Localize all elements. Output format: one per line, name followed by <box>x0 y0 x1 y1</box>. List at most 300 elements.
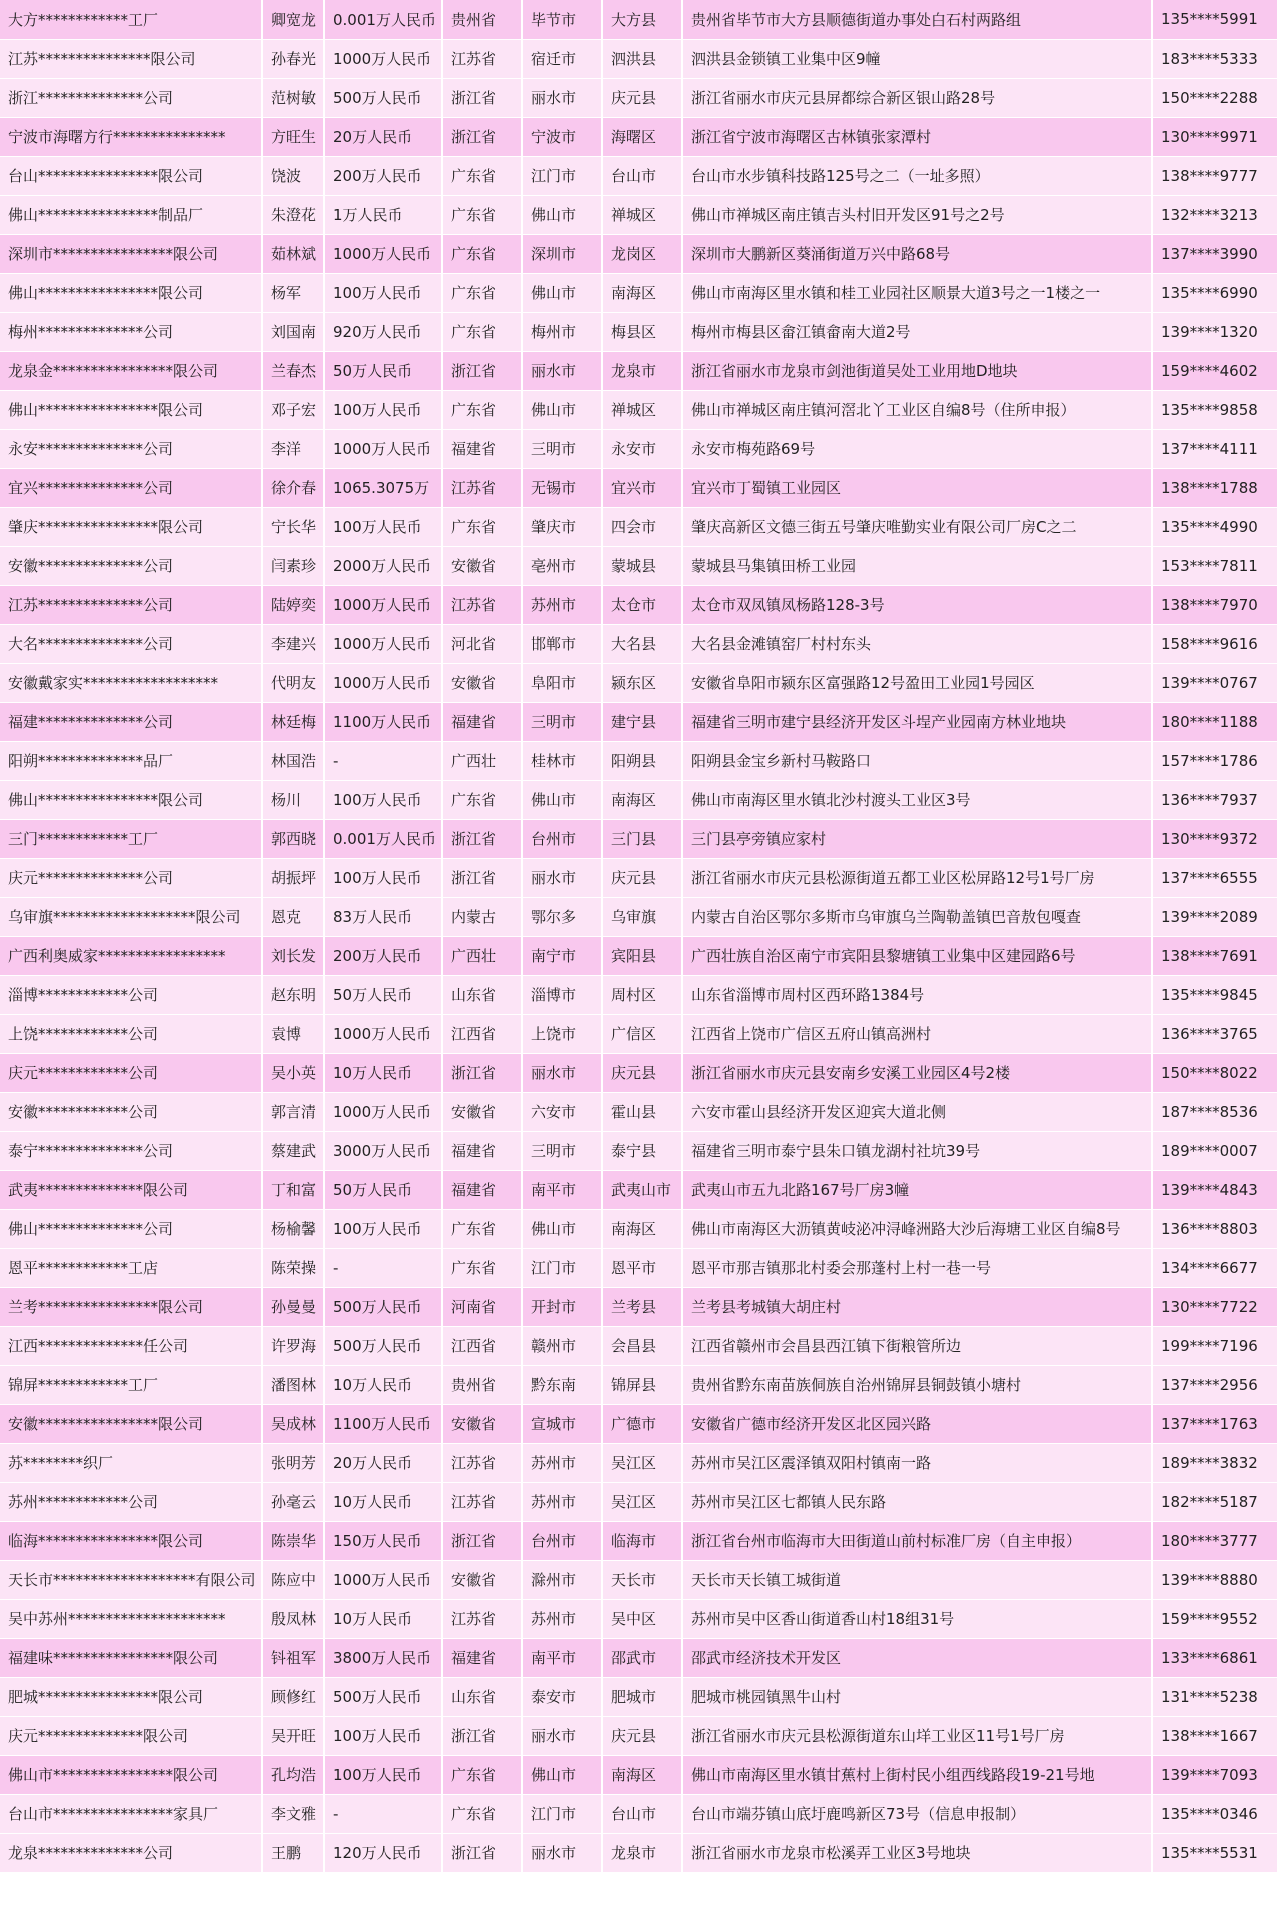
city-cell: 阜阳市 <box>522 663 602 702</box>
registered-capital-cell: 200万人民币 <box>324 156 442 195</box>
company-name-cell: 佛山****************限公司 <box>0 390 262 429</box>
table-row <box>0 1014 1278 1053</box>
address-cell: 宜兴市丁蜀镇工业园区 <box>682 468 1152 507</box>
province-cell: 广东省 <box>442 312 522 351</box>
legal-person-cell: 代明友 <box>262 663 324 702</box>
company-name-cell: 三门************工厂 <box>0 819 262 858</box>
city-cell: 丽水市 <box>522 1053 602 1092</box>
province-cell: 福建省 <box>442 702 522 741</box>
province-cell: 广东省 <box>442 1209 522 1248</box>
phone-cell: 138****9777 <box>1152 156 1278 195</box>
province-cell: 江苏省 <box>442 468 522 507</box>
registered-capital-cell: 100万人民币 <box>324 858 442 897</box>
legal-person-cell: 殷凤林 <box>262 1599 324 1638</box>
address-cell: 佛山市南海区里水镇北沙村渡头工业区3号 <box>682 780 1152 819</box>
phone-cell: 150****2288 <box>1152 78 1278 117</box>
city-cell: 苏州市 <box>522 1599 602 1638</box>
address-cell: 贵州省毕节市大方县顺德街道办事处白石村两路组 <box>682 0 1152 39</box>
address-cell: 邵武市经济技术开发区 <box>682 1638 1152 1677</box>
county-cell: 颍东区 <box>602 663 682 702</box>
county-cell: 四会市 <box>602 507 682 546</box>
phone-cell: 130****9372 <box>1152 819 1278 858</box>
company-name-cell: 佛山****************制品厂 <box>0 195 262 234</box>
city-cell: 丽水市 <box>522 1716 602 1755</box>
address-cell: 永安市梅苑路69号 <box>682 429 1152 468</box>
address-cell: 肇庆高新区文德三街五号肇庆唯勤实业有限公司厂房C之二 <box>682 507 1152 546</box>
company-name-cell: 永安**************公司 <box>0 429 262 468</box>
company-name-cell: 阳朔**************品厂 <box>0 741 262 780</box>
company-name-cell: 肥城****************限公司 <box>0 1677 262 1716</box>
city-cell: 苏州市 <box>522 1443 602 1482</box>
registered-capital-cell: 920万人民币 <box>324 312 442 351</box>
province-cell: 山东省 <box>442 975 522 1014</box>
legal-person-cell: 方旺生 <box>262 117 324 156</box>
province-cell: 广东省 <box>442 195 522 234</box>
table-row <box>0 624 1278 663</box>
county-cell: 兰考县 <box>602 1287 682 1326</box>
table-row <box>0 1404 1278 1443</box>
city-cell: 佛山市 <box>522 390 602 429</box>
county-cell: 大方县 <box>602 0 682 39</box>
province-cell: 浙江省 <box>442 117 522 156</box>
registered-capital-cell: 1100万人民币 <box>324 1404 442 1443</box>
address-cell: 佛山市南海区里水镇和桂工业园社区顺景大道3号之一1楼之一 <box>682 273 1152 312</box>
phone-cell: 137****2956 <box>1152 1365 1278 1404</box>
province-cell: 安徽省 <box>442 663 522 702</box>
table-row <box>0 1092 1278 1131</box>
company-name-cell: 吴中苏州********************* <box>0 1599 262 1638</box>
address-cell: 安徽省广德市经济开发区北区园兴路 <box>682 1404 1152 1443</box>
table-row <box>0 507 1278 546</box>
province-cell: 江西省 <box>442 1326 522 1365</box>
registered-capital-cell: 50万人民币 <box>324 975 442 1014</box>
table-row <box>0 1833 1278 1872</box>
phone-cell: 153****7811 <box>1152 546 1278 585</box>
city-cell: 江门市 <box>522 1248 602 1287</box>
table-row <box>0 1053 1278 1092</box>
phone-cell: 139****1320 <box>1152 312 1278 351</box>
company-name-cell: 安徽戴家实****************** <box>0 663 262 702</box>
company-name-cell: 肇庆****************限公司 <box>0 507 262 546</box>
county-cell: 吴江区 <box>602 1443 682 1482</box>
address-cell: 泗洪县金锁镇工业集中区9幢 <box>682 39 1152 78</box>
county-cell: 泰宁县 <box>602 1131 682 1170</box>
county-cell: 南海区 <box>602 1209 682 1248</box>
phone-cell: 180****3777 <box>1152 1521 1278 1560</box>
registered-capital-cell: - <box>324 1794 442 1833</box>
table-row <box>0 1365 1278 1404</box>
province-cell: 安徽省 <box>442 546 522 585</box>
county-cell: 肥城市 <box>602 1677 682 1716</box>
address-cell: 天长市天长镇工城街道 <box>682 1560 1152 1599</box>
county-cell: 庆元县 <box>602 1053 682 1092</box>
county-cell: 南海区 <box>602 1755 682 1794</box>
legal-person-cell: 宁长华 <box>262 507 324 546</box>
legal-person-cell: 闫素珍 <box>262 546 324 585</box>
table-row <box>0 312 1278 351</box>
province-cell: 广东省 <box>442 1755 522 1794</box>
city-cell: 南平市 <box>522 1638 602 1677</box>
registered-capital-cell: 1000万人民币 <box>324 585 442 624</box>
province-cell: 福建省 <box>442 1638 522 1677</box>
phone-cell: 136****3765 <box>1152 1014 1278 1053</box>
phone-cell: 159****9552 <box>1152 1599 1278 1638</box>
legal-person-cell: 饶波 <box>262 156 324 195</box>
county-cell: 南海区 <box>602 780 682 819</box>
phone-cell: 134****6677 <box>1152 1248 1278 1287</box>
province-cell: 浙江省 <box>442 1716 522 1755</box>
registered-capital-cell: 100万人民币 <box>324 1716 442 1755</box>
phone-cell: 139****7093 <box>1152 1755 1278 1794</box>
table-row <box>0 39 1278 78</box>
province-cell: 贵州省 <box>442 0 522 39</box>
legal-person-cell: 赵东明 <box>262 975 324 1014</box>
phone-cell: 139****8880 <box>1152 1560 1278 1599</box>
registered-capital-cell: 20万人民币 <box>324 1443 442 1482</box>
county-cell: 禅城区 <box>602 390 682 429</box>
registered-capital-cell: 0.001万人民币 <box>324 819 442 858</box>
company-name-cell: 大方************工厂 <box>0 0 262 39</box>
company-name-cell: 临海****************限公司 <box>0 1521 262 1560</box>
province-cell: 广东省 <box>442 780 522 819</box>
legal-person-cell: 林国浩 <box>262 741 324 780</box>
city-cell: 佛山市 <box>522 1209 602 1248</box>
province-cell: 浙江省 <box>442 78 522 117</box>
company-name-cell: 大名**************公司 <box>0 624 262 663</box>
county-cell: 霍山县 <box>602 1092 682 1131</box>
province-cell: 山东省 <box>442 1677 522 1716</box>
legal-person-cell: 蔡建武 <box>262 1131 324 1170</box>
registered-capital-cell: 1000万人民币 <box>324 429 442 468</box>
legal-person-cell: 张明芳 <box>262 1443 324 1482</box>
county-cell: 武夷山市 <box>602 1170 682 1209</box>
province-cell: 福建省 <box>442 1131 522 1170</box>
legal-person-cell: 郭西晓 <box>262 819 324 858</box>
city-cell: 滁州市 <box>522 1560 602 1599</box>
province-cell: 广东省 <box>442 390 522 429</box>
table-row <box>0 390 1278 429</box>
legal-person-cell: 邓子宏 <box>262 390 324 429</box>
company-name-cell: 江苏**************公司 <box>0 585 262 624</box>
company-name-cell: 乌审旗*******************限公司 <box>0 897 262 936</box>
address-cell: 太仓市双凤镇凤杨路128-3号 <box>682 585 1152 624</box>
address-cell: 阳朔县金宝乡新村马鞍路口 <box>682 741 1152 780</box>
legal-person-cell: 吴小英 <box>262 1053 324 1092</box>
city-cell: 无锡市 <box>522 468 602 507</box>
legal-person-cell: 李建兴 <box>262 624 324 663</box>
table-row <box>0 1521 1278 1560</box>
province-cell: 浙江省 <box>442 1521 522 1560</box>
city-cell: 江门市 <box>522 156 602 195</box>
legal-person-cell: 茹林斌 <box>262 234 324 273</box>
table-row <box>0 858 1278 897</box>
city-cell: 苏州市 <box>522 585 602 624</box>
county-cell: 大名县 <box>602 624 682 663</box>
phone-cell: 159****4602 <box>1152 351 1278 390</box>
address-cell: 三门县亭旁镇应家村 <box>682 819 1152 858</box>
address-cell: 苏州市吴江区震泽镇双阳村镇南一路 <box>682 1443 1152 1482</box>
city-cell: 肇庆市 <box>522 507 602 546</box>
city-cell: 深圳市 <box>522 234 602 273</box>
province-cell: 江苏省 <box>442 1482 522 1521</box>
phone-cell: 135****4990 <box>1152 507 1278 546</box>
legal-person-cell: 陈荣操 <box>262 1248 324 1287</box>
legal-person-cell: 丁和富 <box>262 1170 324 1209</box>
phone-cell: 135****5531 <box>1152 1833 1278 1872</box>
county-cell: 宾阳县 <box>602 936 682 975</box>
legal-person-cell: 徐介春 <box>262 468 324 507</box>
legal-person-cell: 杨川 <box>262 780 324 819</box>
province-cell: 江西省 <box>442 1014 522 1053</box>
phone-cell: 136****8803 <box>1152 1209 1278 1248</box>
legal-person-cell: 陈应中 <box>262 1560 324 1599</box>
table-row <box>0 975 1278 1014</box>
phone-cell: 137****6555 <box>1152 858 1278 897</box>
address-cell: 佛山市南海区里水镇甘蕉村上街村民小组西线路段19-21号地 <box>682 1755 1152 1794</box>
company-name-cell: 苏********织厂 <box>0 1443 262 1482</box>
legal-person-cell: 朱澄花 <box>262 195 324 234</box>
county-cell: 锦屏县 <box>602 1365 682 1404</box>
company-name-cell: 浙江**************公司 <box>0 78 262 117</box>
phone-cell: 131****5238 <box>1152 1677 1278 1716</box>
city-cell: 丽水市 <box>522 351 602 390</box>
legal-person-cell: 许罗海 <box>262 1326 324 1365</box>
table-row <box>0 1287 1278 1326</box>
county-cell: 台山市 <box>602 1794 682 1833</box>
registered-capital-cell: 83万人民币 <box>324 897 442 936</box>
province-cell: 江苏省 <box>442 1443 522 1482</box>
legal-person-cell: 袁博 <box>262 1014 324 1053</box>
phone-cell: 138****7691 <box>1152 936 1278 975</box>
registered-capital-cell: - <box>324 741 442 780</box>
legal-person-cell: 吴成林 <box>262 1404 324 1443</box>
company-name-cell: 上饶************公司 <box>0 1014 262 1053</box>
province-cell: 内蒙古 <box>442 897 522 936</box>
county-cell: 周村区 <box>602 975 682 1014</box>
province-cell: 福建省 <box>442 1170 522 1209</box>
table-row <box>0 702 1278 741</box>
address-cell: 福建省三明市泰宁县朱口镇龙湖村社坑39号 <box>682 1131 1152 1170</box>
table-row <box>0 936 1278 975</box>
legal-person-cell: 郭言清 <box>262 1092 324 1131</box>
city-cell: 宁波市 <box>522 117 602 156</box>
company-name-cell: 江苏***************限公司 <box>0 39 262 78</box>
table-row <box>0 78 1278 117</box>
county-cell: 禅城区 <box>602 195 682 234</box>
phone-cell: 130****7722 <box>1152 1287 1278 1326</box>
phone-cell: 189****0007 <box>1152 1131 1278 1170</box>
registered-capital-cell: 1065.3075万 <box>324 468 442 507</box>
province-cell: 广东省 <box>442 234 522 273</box>
province-cell: 河南省 <box>442 1287 522 1326</box>
company-name-cell: 龙泉**************公司 <box>0 1833 262 1872</box>
table-row <box>0 117 1278 156</box>
county-cell: 三门县 <box>602 819 682 858</box>
company-name-cell: 龙泉金****************限公司 <box>0 351 262 390</box>
address-cell: 六安市霍山县经济开发区迎宾大道北侧 <box>682 1092 1152 1131</box>
registered-capital-cell: 100万人民币 <box>324 1755 442 1794</box>
address-cell: 兰考县考城镇大胡庄村 <box>682 1287 1152 1326</box>
company-name-cell: 安徽**************公司 <box>0 546 262 585</box>
city-cell: 宣城市 <box>522 1404 602 1443</box>
company-name-cell: 江西**************任公司 <box>0 1326 262 1365</box>
province-cell: 河北省 <box>442 624 522 663</box>
county-cell: 永安市 <box>602 429 682 468</box>
legal-person-cell: 陈崇华 <box>262 1521 324 1560</box>
province-cell: 浙江省 <box>442 819 522 858</box>
address-cell: 浙江省台州市临海市大田街道山前村标准厂房（自主申报） <box>682 1521 1152 1560</box>
county-cell: 海曙区 <box>602 117 682 156</box>
registered-capital-cell: 1000万人民币 <box>324 1092 442 1131</box>
company-name-cell: 佛山市****************限公司 <box>0 1755 262 1794</box>
legal-person-cell: 胡振坪 <box>262 858 324 897</box>
city-cell: 三明市 <box>522 1131 602 1170</box>
table-row <box>0 429 1278 468</box>
phone-cell: 199****7196 <box>1152 1326 1278 1365</box>
phone-cell: 138****1788 <box>1152 468 1278 507</box>
registered-capital-cell: 100万人民币 <box>324 273 442 312</box>
county-cell: 广德市 <box>602 1404 682 1443</box>
table-row <box>0 546 1278 585</box>
legal-person-cell: 李洋 <box>262 429 324 468</box>
address-cell: 武夷山市五九北路167号厂房3幢 <box>682 1170 1152 1209</box>
province-cell: 安徽省 <box>442 1560 522 1599</box>
province-cell: 安徽省 <box>442 1404 522 1443</box>
table-row <box>0 1755 1278 1794</box>
phone-cell: 150****8022 <box>1152 1053 1278 1092</box>
company-name-cell: 台山****************限公司 <box>0 156 262 195</box>
table-row <box>0 273 1278 312</box>
registered-capital-cell: - <box>324 1248 442 1287</box>
address-cell: 佛山市南海区大沥镇黄岐泌冲浔峰洲路大沙后海塘工业区自编8号 <box>682 1209 1152 1248</box>
registered-capital-cell: 20万人民币 <box>324 117 442 156</box>
county-cell: 龙岗区 <box>602 234 682 273</box>
registered-capital-cell: 500万人民币 <box>324 1677 442 1716</box>
company-name-cell: 庆元**************公司 <box>0 858 262 897</box>
legal-person-cell: 林廷梅 <box>262 702 324 741</box>
city-cell: 开封市 <box>522 1287 602 1326</box>
registered-capital-cell: 120万人民币 <box>324 1833 442 1872</box>
registered-capital-cell: 1000万人民币 <box>324 1014 442 1053</box>
province-cell: 广西壮 <box>442 936 522 975</box>
county-cell: 建宁县 <box>602 702 682 741</box>
address-cell: 山东省淄博市周村区西环路1384号 <box>682 975 1152 1014</box>
phone-cell: 135****5991 <box>1152 0 1278 39</box>
province-cell: 浙江省 <box>442 351 522 390</box>
county-cell: 梅县区 <box>602 312 682 351</box>
company-name-cell: 安徽************公司 <box>0 1092 262 1131</box>
phone-cell: 180****1188 <box>1152 702 1278 741</box>
county-cell: 蒙城县 <box>602 546 682 585</box>
company-name-cell: 梅州**************公司 <box>0 312 262 351</box>
address-cell: 佛山市禅城区南庄镇河滘北丫工业区自编8号（住所申报） <box>682 390 1152 429</box>
registered-capital-cell: 500万人民币 <box>324 78 442 117</box>
county-cell: 泗洪县 <box>602 39 682 78</box>
phone-cell: 137****3990 <box>1152 234 1278 273</box>
table-row <box>0 663 1278 702</box>
phone-cell: 139****4843 <box>1152 1170 1278 1209</box>
phone-cell: 136****7937 <box>1152 780 1278 819</box>
city-cell: 台州市 <box>522 1521 602 1560</box>
city-cell: 黔东南 <box>522 1365 602 1404</box>
table-row <box>0 1482 1278 1521</box>
city-cell: 梅州市 <box>522 312 602 351</box>
phone-cell: 157****1786 <box>1152 741 1278 780</box>
province-cell: 贵州省 <box>442 1365 522 1404</box>
company-name-cell: 兰考****************限公司 <box>0 1287 262 1326</box>
registered-capital-cell: 1万人民币 <box>324 195 442 234</box>
phone-cell: 158****9616 <box>1152 624 1278 663</box>
legal-person-cell: 孙曼曼 <box>262 1287 324 1326</box>
address-cell: 深圳市大鹏新区葵涌街道万兴中路68号 <box>682 234 1152 273</box>
registered-capital-cell: 10万人民币 <box>324 1482 442 1521</box>
address-cell: 浙江省丽水市龙泉市剑池街道吴处工业用地D地块 <box>682 351 1152 390</box>
phone-cell: 139****2089 <box>1152 897 1278 936</box>
city-cell: 佛山市 <box>522 273 602 312</box>
address-cell: 浙江省丽水市庆元县屏都综合新区银山路28号 <box>682 78 1152 117</box>
legal-person-cell: 钭祖军 <box>262 1638 324 1677</box>
county-cell: 台山市 <box>602 156 682 195</box>
county-cell: 庆元县 <box>602 78 682 117</box>
table-row <box>0 1248 1278 1287</box>
province-cell: 浙江省 <box>442 858 522 897</box>
legal-person-cell: 恩克 <box>262 897 324 936</box>
company-name-cell: 武夷**************限公司 <box>0 1170 262 1209</box>
company-name-cell: 天长市*******************有限公司 <box>0 1560 262 1599</box>
registered-capital-cell: 10万人民币 <box>324 1053 442 1092</box>
county-cell: 阳朔县 <box>602 741 682 780</box>
city-cell: 三明市 <box>522 702 602 741</box>
county-cell: 南海区 <box>602 273 682 312</box>
address-cell: 安徽省阜阳市颍东区富强路12号盈田工业园1号园区 <box>682 663 1152 702</box>
city-cell: 宿迁市 <box>522 39 602 78</box>
city-cell: 佛山市 <box>522 1755 602 1794</box>
phone-cell: 135****6990 <box>1152 273 1278 312</box>
county-cell: 宜兴市 <box>602 468 682 507</box>
address-cell: 贵州省黔东南苗族侗族自治州锦屏县铜鼓镇小塘村 <box>682 1365 1152 1404</box>
city-cell: 苏州市 <box>522 1482 602 1521</box>
registered-capital-cell: 50万人民币 <box>324 1170 442 1209</box>
table-row <box>0 897 1278 936</box>
legal-person-cell: 陆婷奕 <box>262 585 324 624</box>
county-cell: 天长市 <box>602 1560 682 1599</box>
province-cell: 广东省 <box>442 156 522 195</box>
county-cell: 邵武市 <box>602 1638 682 1677</box>
legal-person-cell: 孙春光 <box>262 39 324 78</box>
company-name-cell: 恩平************工店 <box>0 1248 262 1287</box>
county-cell: 恩平市 <box>602 1248 682 1287</box>
phone-cell: 135****9845 <box>1152 975 1278 1014</box>
registered-capital-cell: 100万人民币 <box>324 1209 442 1248</box>
phone-cell: 183****5333 <box>1152 39 1278 78</box>
province-cell: 江苏省 <box>442 585 522 624</box>
address-cell: 恩平市那吉镇那北村委会那蓬村上村一巷一号 <box>682 1248 1152 1287</box>
address-cell: 大名县金滩镇窑厂村村东头 <box>682 624 1152 663</box>
city-cell: 赣州市 <box>522 1326 602 1365</box>
company-name-cell: 宁波市海曙方行*************** <box>0 117 262 156</box>
address-cell: 肥城市桃园镇黑牛山村 <box>682 1677 1152 1716</box>
phone-cell: 182****5187 <box>1152 1482 1278 1521</box>
city-cell: 六安市 <box>522 1092 602 1131</box>
city-cell: 三明市 <box>522 429 602 468</box>
registered-capital-cell: 3800万人民币 <box>324 1638 442 1677</box>
legal-person-cell: 杨榆馨 <box>262 1209 324 1248</box>
registered-capital-cell: 50万人民币 <box>324 351 442 390</box>
city-cell: 丽水市 <box>522 1833 602 1872</box>
registered-capital-cell: 500万人民币 <box>324 1326 442 1365</box>
province-cell: 安徽省 <box>442 1092 522 1131</box>
registered-capital-cell: 100万人民币 <box>324 390 442 429</box>
